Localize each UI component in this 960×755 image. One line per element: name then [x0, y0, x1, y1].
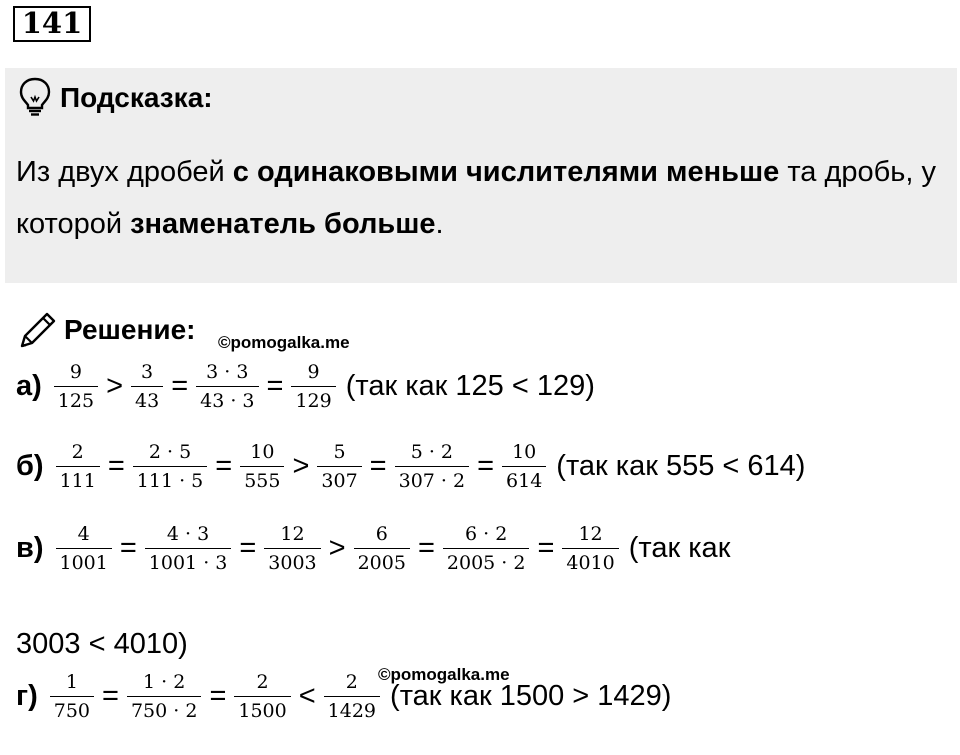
watermark: ©pomogalka.me [218, 333, 350, 352]
watermark: ©pomogalka.me [378, 665, 510, 684]
numerator: 12 [578, 522, 603, 545]
fraction [131, 360, 163, 413]
row-label: г) [16, 679, 38, 712]
operator: = [119, 531, 137, 564]
fraction [324, 670, 380, 723]
numerator: 2 [256, 670, 269, 693]
lightbulb-icon [18, 76, 52, 116]
numerator: 9 [307, 360, 320, 383]
fraction [443, 522, 530, 575]
numerator: 4 · 3 [166, 522, 210, 545]
numerator: 2 [71, 440, 84, 463]
fraction [54, 360, 98, 413]
denominator: 614 [502, 466, 546, 493]
operator: = [537, 531, 555, 564]
numerator: 2 [345, 670, 358, 693]
fraction [562, 522, 618, 575]
operator: = [102, 679, 119, 712]
task-number: 141 [13, 6, 91, 42]
row-note: (так как [628, 531, 731, 564]
operator: = [209, 679, 227, 712]
denominator: 111 [56, 466, 100, 493]
solution-title: Решение: [64, 314, 196, 345]
fraction [133, 440, 207, 493]
fraction [234, 670, 290, 723]
denominator: 555 [240, 466, 284, 493]
denominator: 1429 [324, 696, 380, 723]
denominator: 43 [131, 386, 163, 413]
row-label: а) [16, 369, 42, 402]
numerator: 5 · 2 [410, 440, 453, 463]
operator: = [215, 449, 233, 482]
operator: > [328, 531, 346, 564]
fraction [317, 440, 361, 493]
denominator: 111 · 5 [133, 466, 207, 493]
operator: = [369, 449, 387, 482]
fraction [127, 670, 201, 723]
numerator: 1 · 2 [143, 670, 186, 693]
hint-bold-1: с одинаковыми числителями меньше [232, 156, 780, 188]
numerator: 9 [69, 360, 82, 383]
solution-row [16, 516, 730, 580]
row-label: б) [16, 449, 44, 482]
numerator: 3 [141, 360, 154, 383]
numerator: 3 · 3 [206, 360, 249, 383]
numerator: 5 [333, 440, 346, 463]
fraction [240, 440, 284, 493]
operator: > [106, 369, 123, 402]
denominator: 3003 [264, 548, 320, 575]
numerator: 10 [250, 440, 275, 463]
row-label: в) [16, 531, 44, 564]
fraction [145, 522, 232, 575]
fraction [354, 522, 410, 575]
denominator: 750 [50, 696, 94, 723]
numerator: 6 · 2 [465, 522, 508, 545]
denominator: 2005 [354, 548, 410, 575]
row-note: (так как 555 < 614) [556, 449, 806, 482]
solution-row [16, 434, 805, 498]
denominator: 129 [291, 386, 335, 413]
denominator: 125 [54, 386, 98, 413]
solution-row [16, 354, 595, 418]
hint-bold-2: знаменатель больше [130, 208, 436, 240]
denominator: 307 · 2 [395, 466, 469, 493]
denominator: 307 [317, 466, 361, 493]
numerator: 2 · 5 [148, 440, 192, 463]
operator: < [298, 679, 316, 712]
hint-title: Подсказка: [60, 82, 213, 113]
numerator: 10 [512, 440, 537, 463]
numerator: 1 [65, 670, 78, 693]
denominator: 1001 · 3 [145, 548, 232, 575]
solution-row [16, 664, 671, 728]
operator: = [417, 531, 435, 564]
fraction [502, 440, 546, 493]
fraction [196, 360, 258, 413]
denominator: 4010 [562, 548, 618, 575]
operator: = [477, 449, 495, 482]
denominator: 43 · 3 [196, 386, 258, 413]
numerator: 6 [375, 522, 388, 545]
fraction [56, 440, 100, 493]
row-v-continuation: 3003 < 4010) [16, 628, 188, 660]
row-note: (так как 125 < 129) [345, 369, 595, 402]
denominator: 1500 [234, 696, 290, 723]
numerator: 4 [77, 522, 90, 545]
denominator: 1001 [56, 548, 112, 575]
fraction [291, 360, 335, 413]
hint-text: Из двух дробей с одинаковыми числителями меньше та дробь, у которой знаменатель больше. [16, 156, 936, 240]
denominator: 2005 · 2 [443, 548, 530, 575]
denominator: 750 · 2 [127, 696, 201, 723]
operator: = [107, 449, 125, 482]
operator: > [292, 449, 310, 482]
pencil-icon [16, 308, 60, 352]
operator: = [239, 531, 257, 564]
fraction [56, 522, 112, 575]
numerator: 12 [280, 522, 305, 545]
fraction [395, 440, 469, 493]
operator: = [266, 369, 284, 402]
fraction [50, 670, 94, 723]
operator: = [171, 369, 189, 402]
fraction [264, 522, 320, 575]
row-note: (так как 1500 > 1429) [390, 679, 672, 712]
